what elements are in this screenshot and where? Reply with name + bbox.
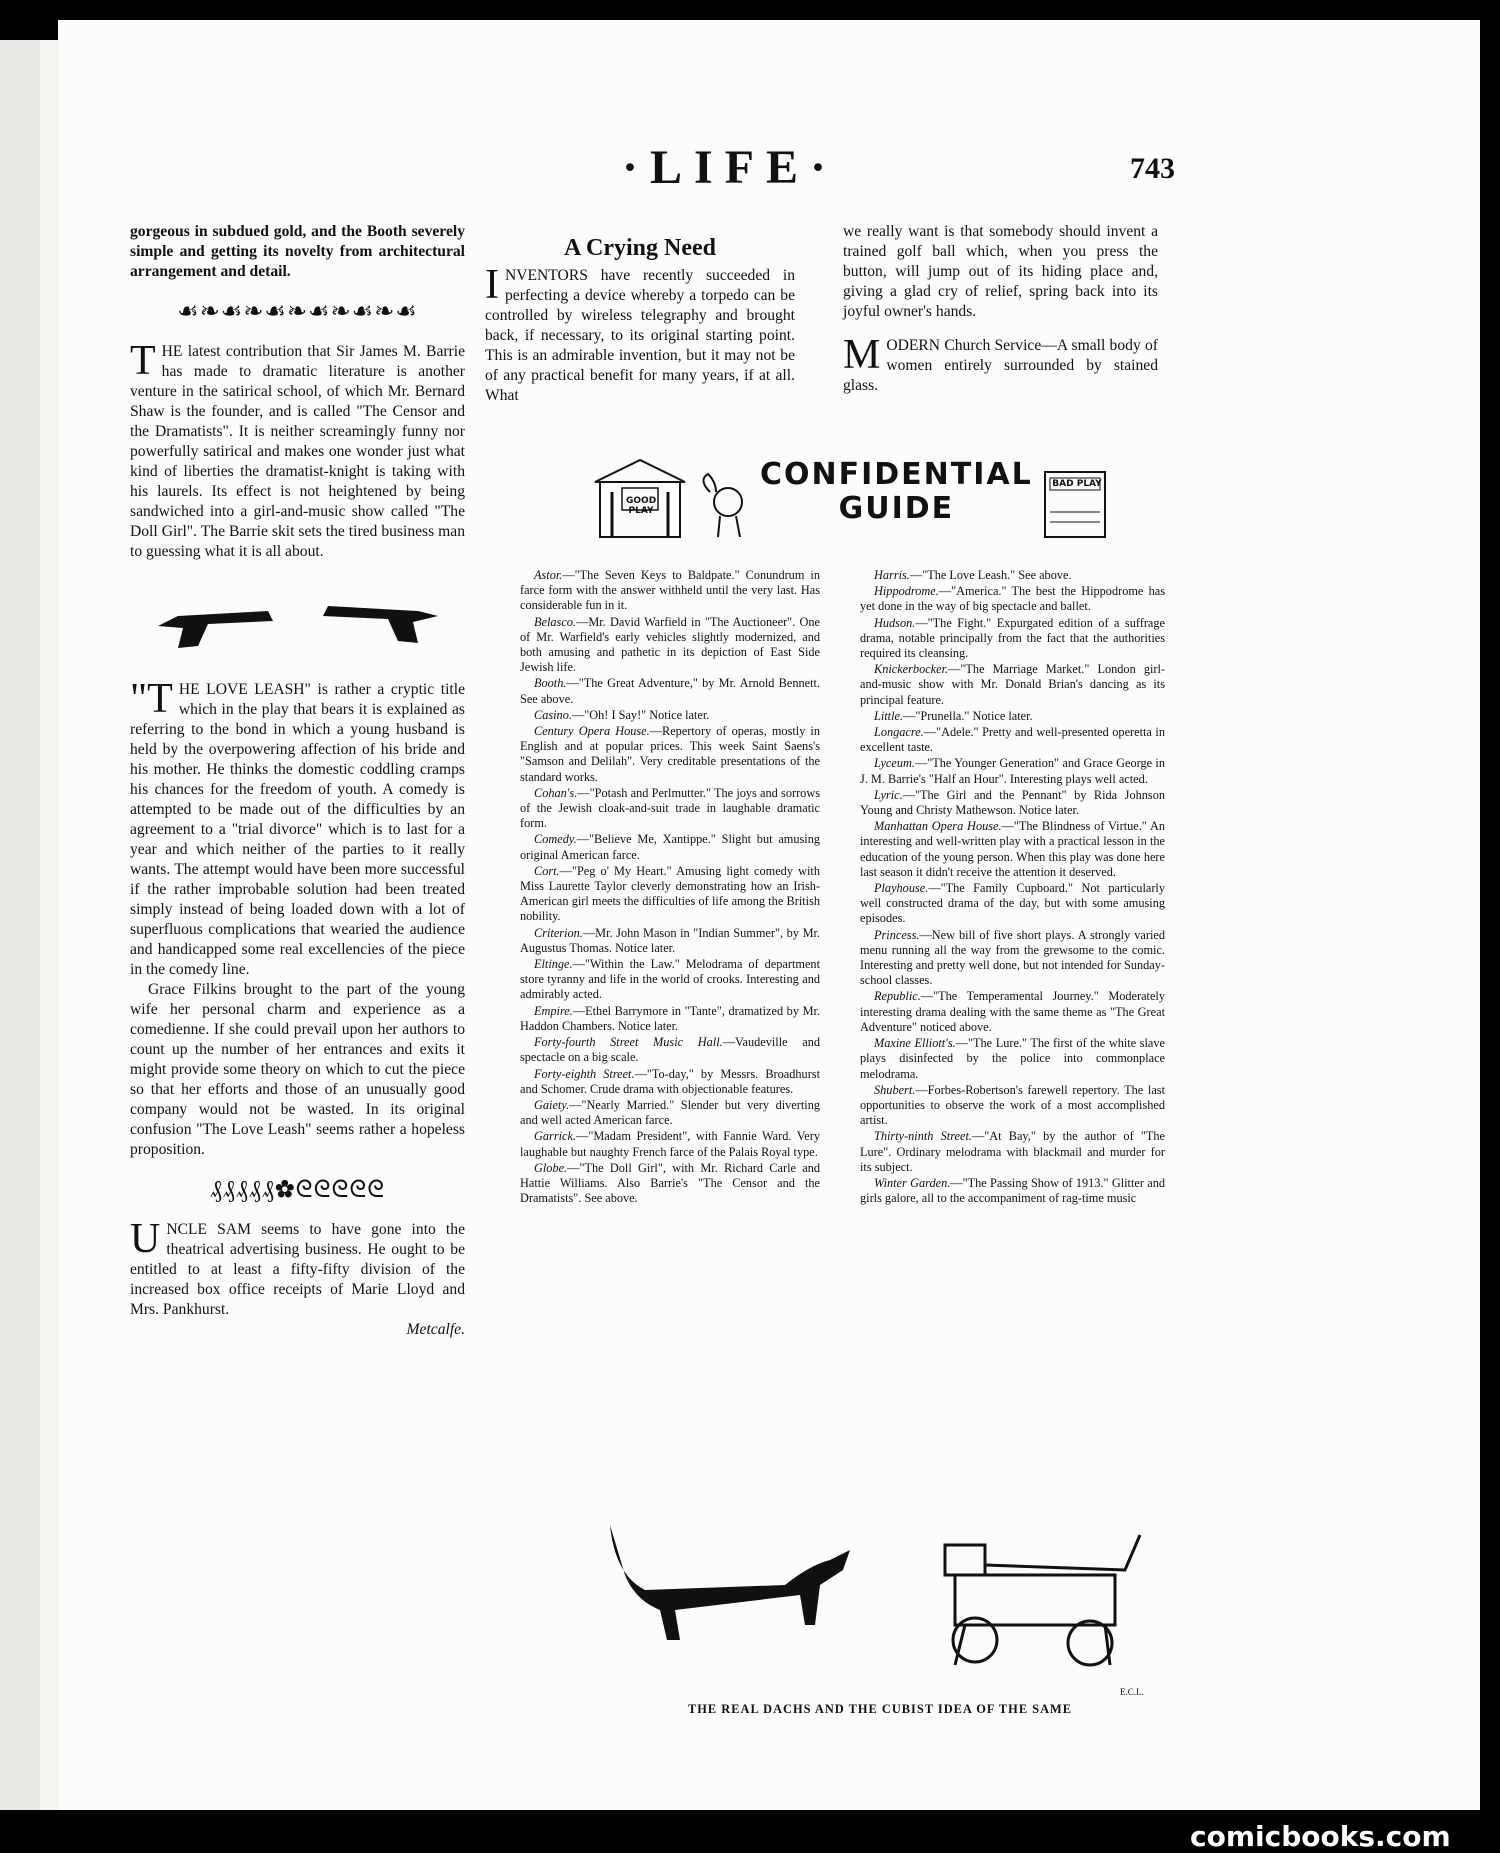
theatre-name: Shubert. (874, 1082, 916, 1097)
uncle-sam-paragraph (130, 1216, 465, 1320)
guide-entry (860, 662, 1165, 708)
cupid-icon (703, 474, 742, 537)
filkins-paragraph: Grace Filkins brought to the part of the young wife her personal charm and experience as a comedienne. If she could prevail upon her authors to count up the number of her entrances and exits it might provide some theory on which to cut the piece so that her efforts and those of an unusually good company would not be wasted. In its original confusion "The Love Leash" seems rather a hopeless proposition. (130, 981, 465, 1158)
guide-entry (520, 1035, 820, 1065)
theatre-name: Cort. (534, 863, 560, 878)
guide-entry (520, 708, 820, 723)
church-paragraph (843, 332, 1158, 396)
guide-listings-right (860, 568, 1165, 1207)
golf-ball-paragraph: we really want is that somebody should invent a trained golf ball which, when you press the button, will jump out of its hiding place and, giving a glad cry of relief, spring back into its joyful owner's hands. (843, 223, 1158, 320)
guide-entry (520, 1161, 820, 1207)
theatre-name: Longacre. (874, 725, 924, 740)
guide-entry (520, 926, 820, 956)
theatre-name: Astor. (534, 568, 563, 582)
guide-title (760, 458, 1033, 526)
entry-text: —"The Doll Girl", with Mr. Richard Carle and Hattie Williams. Also Barrie's "The Censor and the Dramatists". See above. (520, 1160, 820, 1206)
entry-text: —"The Marriage Market." London girl-and-music show with Mr. Donald Brian's dancing as its principal feature. (860, 662, 1165, 707)
guide-entry (860, 756, 1165, 786)
theatre-name: Cohan's. (534, 785, 578, 800)
theatre-name: Lyceum. (874, 756, 915, 771)
guide-entry (520, 724, 820, 785)
cubist-dachshund-icon (945, 1535, 1140, 1665)
theatre-name: Hudson. (874, 615, 916, 630)
entry-text: —New bill of five short plays. A strongly varied menu running all the way from the grewsome to the comic. Interesting and pretty well done, but not intended for Sunday-school classes. (860, 927, 1165, 988)
guide-entry (860, 616, 1165, 662)
guide-entry (520, 615, 820, 676)
guide-entry (860, 1129, 1165, 1175)
theatre-name: Harris. (874, 568, 910, 582)
good-play-label: GOOD PLAY (626, 496, 657, 516)
guide-entry (520, 832, 820, 862)
theatre-name: Forty-eighth Street. (534, 1066, 635, 1081)
guide-entry (860, 568, 1165, 583)
guide-entry (520, 1129, 820, 1159)
entry-text: —"The Blindness of Virtue." An interesting and well-written play with a practical lesson in the education of the young person. When this play was done here last season it didn't receive the attention it deserved. (860, 819, 1165, 879)
illustration-caption: THE REAL DACHS AND THE CUBIST IDEA OF THE SAME (688, 1702, 1072, 1716)
entry-text: —"Potash and Perlmutter." The joys and sorrows of the Jewish cloak-and-suit trade in laughable dramatic form. (520, 785, 820, 831)
guide-entry (860, 1176, 1165, 1206)
entry-text: —Vaudeville and spectacle on a big scale. (520, 1035, 820, 1065)
theatre-name: Little. (874, 708, 904, 723)
pistols-icon (148, 586, 448, 656)
confidential-guide-header (590, 452, 1110, 547)
entry-text: —Repertory of operas, mostly in English and at popular prices. This week Saint Saens's "Samson and Delilah". Very creditable presentations of the standard works. (520, 724, 820, 784)
entry-text: —Mr. David Warfield in "The Auctioneer". One of Mr. Warfield's early vehicles slightly modernized, and both amusing and pathetic in its depiction of East Side Jewish life. (520, 614, 820, 675)
barrie-review (130, 338, 465, 562)
dropcap-t: T (130, 338, 156, 384)
guide-entry (860, 881, 1165, 927)
guide-listings-left (520, 568, 820, 1207)
theatre-name: Gaiety. (534, 1097, 570, 1112)
theatre-name: Comedy. (534, 832, 577, 847)
entry-text: —"Within the Law." Melodrama of department store tyranny and life in the world of crooks. Interesting and admirably acted. (520, 957, 820, 1002)
entry-text: —"Adele." Pretty and well-presented operetta in excellent taste. (860, 725, 1165, 755)
theatre-name: Republic. (874, 989, 921, 1004)
entry-text: —"The Younger Generation" and Grace George in J. M. Barrie's "Half an Hour". Interesting plays well acted. (860, 756, 1165, 786)
barrie-review-text: HE latest contribution that Sir James M. Barrie has made to dramatic literature is another venture in the satirical school, of which Mr. Bernard Shaw is the founder, and is called "The Censor and the Dramatists". It is neither screamingly funny nor powerfully satirical and makes one wonder just what kind of liberties the dramatist-knight is taking with his laurels. Its effect is not heightened by being sandwiched into a girl-and-music show called "The Doll Girl". The Barrie skit sets the tired business man to guessing what it is all about. (130, 343, 465, 560)
entry-text: —"The Temperamental Journey." Moderately interesting drama dealing with the same theme as "The Great Adventure" noticed above. (860, 989, 1165, 1034)
dropcap-u: U (130, 1216, 161, 1262)
guide-entry (520, 568, 820, 614)
theatre-name: Booth. (534, 676, 567, 691)
entry-text: —"Nearly Married." Slender but very diverting and well acted American farce. (520, 1097, 820, 1128)
theatre-name: Belasco. (534, 614, 577, 629)
guide-entry (520, 1004, 820, 1034)
theatre-name: Eltinge. (534, 957, 573, 972)
theatre-name: Hippodrome. (874, 584, 939, 599)
entry-text: —Ethel Barrymore in "Tante", dramatized by Mr. Haddon Chambers. Notice later. (520, 1003, 820, 1033)
dachshund-illustration (605, 1515, 1145, 1695)
facing-page-edge (0, 40, 62, 1810)
real-dachshund-icon (610, 1525, 850, 1640)
theatre-name: Globe. (534, 1160, 568, 1175)
dropcap-t2: "T (130, 676, 173, 722)
entry-text: —"Prunella." Notice later. (903, 708, 1033, 723)
masthead: ·LIFE· (621, 141, 839, 194)
theatre-name: Knickerbocker. (874, 662, 949, 677)
guide-entry (860, 1083, 1165, 1129)
uncle-sam-text: NCLE SAM seems to have gone into the theatrical advertising business. He ought to be entitled to at least a fifty-fifty division of the increased box office receipts of Marie Lloyd and Mrs. Pankhurst. (130, 1221, 465, 1318)
article-title: A Crying Need (564, 235, 716, 261)
entry-text: —"The Family Cupboard." Not particularly well constructed drama of the day, but with some amusing episodes. (860, 881, 1165, 926)
love-leash-review (130, 676, 465, 980)
guide-entry (860, 819, 1165, 880)
guide-entry (860, 709, 1165, 724)
dropcap-i: I (485, 262, 499, 308)
column-left (130, 222, 465, 1340)
love-leash-text: HE LOVE LEASH" is rather a cryptic title which in the play that bears it is explained as referring to the bond in which a young husband is held by the overpowering affection of his bride and his mother. He thinks the domestic coddling cramps his chances for the freedom of youth. A comedy is attempted to be made out of the difficulties by an agreement to a "trial divorce" which is to last for a year and which neither of the parties to it really wants. The attempt would have been more successful if the rather improbable solution had been treated simply instead of being loaded down with a lot of superfluous complications that wearied the audience and handicapped some real excellencies of the piece in the comedy line. (130, 681, 465, 978)
page-number: 743 (1130, 152, 1175, 185)
theatre-name: Garrick. (534, 1129, 577, 1144)
theatre-name: Century Opera House. (534, 724, 650, 739)
theatre-name: Thirty-ninth Street. (874, 1129, 972, 1144)
opening-paragraph: gorgeous in subdued gold, and the Booth severely simple and getting its novelty from architectural arrangement and detail. (130, 223, 465, 280)
column-middle (485, 235, 795, 406)
theatre-name: Maxine Elliott's. (874, 1036, 956, 1051)
theatre-name: Casino. (534, 707, 572, 722)
entry-text: —Forbes-Robertson's farewell repertory. The last opportunities to observe the work of a most accomplished artist. (860, 1082, 1165, 1128)
entry-text: —"America." The best the Hippodrome has yet done in the way of big spectacle and ballet. (860, 584, 1165, 614)
guide-entry (860, 725, 1165, 755)
theatre-name: Manhattan Opera House. (874, 819, 1002, 834)
pistols-illustration (130, 576, 465, 666)
entry-text: —"Madam President", with Fannie Ward. Very laughable but naughty French farce of the Palais Royal type. (520, 1129, 820, 1159)
theatre-name: Princess. (874, 927, 920, 942)
entry-text: —"At Bay," by the author of "The Lure". Ordinary melodrama with blackmail and murder for its subject. (860, 1129, 1166, 1174)
entry-text: —"To-day," by Messrs. Broadhurst and Schomer. Crude drama with objectionable features. (520, 1066, 820, 1096)
crying-need-paragraph (485, 262, 795, 406)
guide-entry (860, 989, 1165, 1035)
watermark: comicbooks.com (1190, 1820, 1451, 1853)
entry-text: —"The Love Leash." See above. (909, 568, 1072, 582)
artist-initials: E.C.L. (1120, 1687, 1144, 1697)
theatre-name: Playhouse. (874, 881, 929, 896)
guide-entry (860, 788, 1165, 818)
dropcap-m: M (843, 332, 881, 378)
guide-entry (520, 1098, 820, 1128)
entry-text: —Mr. John Mason in "Indian Summer", by Mr. Augustus Thomas. Notice later. (520, 925, 820, 955)
guide-entry (520, 957, 820, 1003)
entry-text: —"The Fight." Expurgated edition of a suffrage drama, notable principally from the fact that the authorities required its cleansing. (860, 615, 1165, 661)
guide-entry (860, 584, 1165, 614)
bad-play-label: BAD PLAY (1052, 479, 1102, 489)
entry-text: —"The Lure." The first of the white slave plays disinfected by the police into commonplace melodrama. (860, 1036, 1165, 1081)
guide-entry (520, 676, 820, 706)
entry-text: —"Peg o' My Heart." Amusing light comedy with Miss Laurette Taylor cleverly demonstrating how an Irish-American girl meets the difficulties of life among the British nobility. (520, 863, 820, 924)
theatre-name: Forty-fourth Street Music Hall. (534, 1035, 723, 1050)
theatre-name: Winter Garden. (874, 1175, 951, 1190)
crying-need-text: NVENTORS have recently succeeded in perfecting a device whereby a torpedo can be controlled by wireless telegraphy and brought back, if necessary, to its original starting point. This is an admirable invention, but it may not be of any practical benefit for many years, if at all. What (485, 267, 795, 404)
column-right (843, 222, 1158, 396)
signature: Metcalfe. (406, 1321, 465, 1338)
entry-text: —"Oh! I Say!" Notice later. (571, 707, 710, 722)
guide-title-line2: GUIDE (838, 491, 955, 526)
guide-entry (860, 1036, 1165, 1082)
guide-entry (860, 928, 1165, 989)
entry-text: —"Believe Me, Xantippe." Slight but amusing original American farce. (520, 832, 820, 862)
guide-title-line1: CONFIDENTIAL (760, 457, 1033, 492)
guide-entry (520, 864, 820, 925)
entry-text: —"The Seven Keys to Baldpate." Conundrum in farce form with the answer withheld until the very last. Has considerable fun in it. (520, 568, 820, 613)
guide-entry (520, 786, 820, 832)
guide-entry (520, 1067, 820, 1097)
ornament-divider-2: ₰₰₰₰₰✿ᘓᘓᘓᘓᘓ (209, 1177, 386, 1203)
entry-text: —"The Great Adventure," by Mr. Arnold Bennett. See above. (520, 676, 820, 706)
theatre-name: Lyric. (874, 787, 903, 802)
entry-text: —"The Girl and the Pennant" by Rida Johnson Young and Christy Mathewson. Notice later. (860, 787, 1165, 818)
theatre-name: Criterion. (534, 925, 583, 940)
entry-text: —"The Passing Show of 1913." Glitter and girls galore, all to the accompaniment of rag-time music (860, 1175, 1165, 1206)
church-text: ODERN Church Service—A small body of women entirely surrounded by stained glass. (843, 337, 1158, 394)
ornament-divider: ☙❧☙❧☙❧☙❧☙❧☙ (177, 299, 418, 325)
theatre-name: Empire. (534, 1003, 573, 1018)
